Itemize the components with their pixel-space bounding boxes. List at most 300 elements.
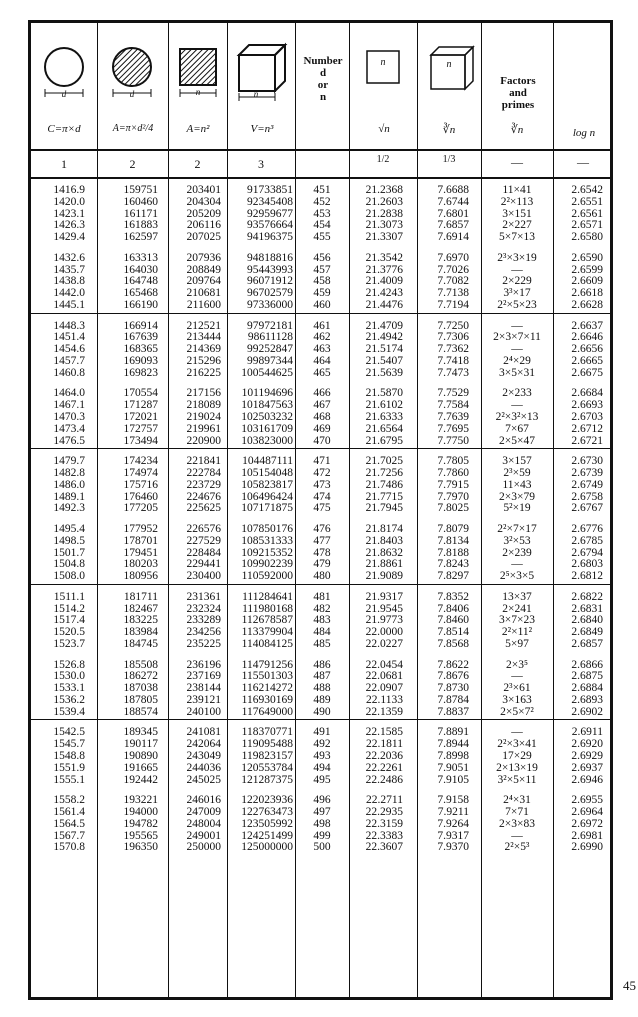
table-cell: 7.7194 [437, 299, 469, 311]
table-cell: 1460.8 [53, 366, 85, 379]
index-cell: — [577, 155, 589, 169]
table-cell: 193221 [123, 794, 158, 807]
table-cell: 3×7×23 [499, 614, 535, 627]
table-cell: 22.1585 [365, 726, 403, 739]
table-cell: 101194696 [241, 387, 293, 400]
table-cell: 191665 [123, 761, 158, 774]
table-cell: 234256 [186, 626, 221, 639]
table-cell: 22.0907 [365, 682, 403, 695]
table-cell: 2.6684 [571, 387, 603, 400]
table-cell: — [511, 670, 523, 683]
table-cell: 7.9370 [437, 841, 469, 854]
table-cell: 186272 [123, 670, 158, 683]
table-cell: 494 [313, 761, 331, 774]
table-cell: 486 [313, 658, 331, 671]
table-cell: 224676 [186, 490, 221, 503]
table-cell: 116930169 [241, 694, 293, 706]
table-cell: 21.6333 [365, 411, 403, 423]
square-root-formula: √n [378, 123, 390, 135]
table-cell: 114084125 [241, 638, 293, 650]
table-cell: 22.2036 [365, 750, 403, 762]
table-cell: 1545.7 [53, 738, 85, 751]
table-cell: 229441 [186, 558, 221, 571]
table-cell: 121287375 [241, 773, 293, 786]
table-cell: 7.9317 [437, 829, 469, 842]
table-cell: 1511.1 [53, 590, 85, 603]
table-cell: 171287 [123, 399, 158, 412]
table-cell: 1558.2 [53, 794, 85, 807]
table-cell: 2.6849 [571, 626, 603, 639]
table-cell: 22.2935 [365, 806, 403, 818]
index-cell: — [511, 155, 523, 169]
table-cell: 2.6857 [571, 638, 603, 650]
table-cell: 105154048 [241, 467, 293, 479]
table-cell: 477 [313, 534, 331, 547]
page-number: 45 [623, 978, 636, 993]
table-cell: 7.8406 [437, 602, 469, 615]
table-cell: 2²×113 [500, 195, 534, 208]
table-cell: 177205 [123, 502, 158, 515]
table-cell: 183225 [123, 614, 158, 627]
factors-header: Factors and primes [500, 75, 536, 111]
table-cell: 2.6981 [571, 829, 603, 842]
table-cell: 21.6795 [365, 434, 403, 447]
table-cell: 2.6646 [571, 331, 603, 344]
table-cell: 1567.7 [53, 829, 85, 842]
table-cell: 108531333 [241, 534, 293, 547]
table-cell: 181711 [123, 590, 158, 603]
table-cell: 101847563 [241, 399, 293, 412]
table-cell: 21.9545 [365, 602, 403, 615]
table-cell: 219024 [186, 411, 221, 423]
table-cell: 2.6893 [571, 694, 603, 706]
table-cell: 491 [313, 726, 331, 739]
table-cell: 7.7026 [437, 263, 469, 276]
table-cell: 1486.0 [53, 478, 85, 491]
table-cell: 490 [313, 705, 331, 718]
table-cell: 21.3307 [365, 231, 403, 244]
table-cell: 115501303 [241, 670, 293, 683]
table-cell: 7.7082 [437, 275, 469, 288]
table-cell: 169823 [123, 366, 158, 379]
table-cell: 7.8891 [437, 726, 469, 739]
table-cell: 2×229 [502, 275, 532, 288]
table-cell: 162597 [123, 231, 158, 244]
table-cell: 206116 [186, 219, 221, 232]
block-rule [31, 719, 610, 720]
table-cell: 3³×17 [503, 287, 531, 300]
table-cell: 455 [313, 231, 331, 244]
table-cell: 168365 [123, 343, 158, 356]
table-cell: 485 [313, 638, 331, 650]
table-cell: 21.2368 [365, 184, 403, 196]
table-cell: 1514.2 [53, 602, 85, 615]
table-cell: 190890 [123, 750, 158, 762]
table-cell: — [511, 319, 523, 332]
table-cell: 464 [313, 355, 331, 367]
table-cell: 7.8243 [437, 558, 469, 571]
table-cell: 2.6972 [571, 817, 603, 830]
table-cell: 21.2838 [365, 207, 403, 220]
table-cell: 21.6564 [365, 422, 403, 435]
table-cell: 2.6776 [571, 523, 603, 535]
table-cell: 117649000 [241, 705, 293, 718]
table-cell: 457 [313, 263, 331, 276]
table-cell: 1467.1 [53, 399, 85, 412]
table-cell: 123505992 [241, 817, 293, 830]
table-cell: 456 [313, 251, 331, 264]
table-cell: 235225 [186, 638, 221, 650]
table-cell: 231361 [186, 590, 221, 603]
table-cell: 2.6902 [571, 705, 603, 718]
circle-area-formula: A=π×d²/4 [112, 123, 154, 134]
table-cell: 1508.0 [53, 570, 85, 583]
dimension-label: n [380, 57, 386, 68]
table-cell: 21.5639 [365, 366, 403, 379]
table-cell: 21.8861 [365, 558, 403, 571]
table-cell: 221841 [186, 455, 221, 468]
block-rule [31, 313, 610, 314]
table-cell: 170554 [123, 387, 158, 400]
table-cell: 1526.8 [53, 658, 85, 671]
table-cell: 21.9773 [365, 614, 403, 627]
table-cell: 1470.3 [53, 411, 85, 423]
table-cell: 246016 [186, 794, 221, 807]
table-cell: — [511, 726, 523, 739]
table-cell: 1542.5 [53, 726, 85, 739]
table-cell: 109215352 [241, 546, 293, 559]
table-cell: 7.8944 [437, 738, 469, 751]
table-cell: 2.6875 [571, 670, 603, 683]
table-cell: 98611128 [247, 331, 293, 344]
table-cell: 178701 [123, 534, 158, 547]
table-cell: 1555.1 [53, 773, 85, 786]
table-cell: 480 [313, 570, 331, 583]
table-cell: 7.7306 [437, 331, 469, 344]
table-cell: 7.8188 [437, 546, 469, 559]
table-cell: 180956 [123, 570, 158, 583]
table-cell: 468 [313, 411, 331, 423]
table-cell: 17×29 [502, 750, 532, 762]
table-cell: 1473.4 [53, 422, 85, 435]
table-cell: 210681 [186, 287, 221, 300]
table-cell: 2.6721 [571, 434, 603, 447]
dimension-label: d [129, 89, 135, 99]
table-cell: 7.9105 [437, 773, 469, 786]
table-cell: 7×71 [505, 806, 529, 818]
table-cell: 2×241 [502, 602, 532, 615]
table-cell: 173494 [123, 434, 158, 447]
table-cell: 471 [313, 455, 331, 468]
table-cell: 13×37 [502, 590, 532, 603]
table-cell: 2⁴×29 [503, 355, 531, 367]
table-cell: 239121 [186, 694, 221, 706]
table-cell: 7.7639 [437, 411, 469, 423]
table-cell: — [511, 558, 523, 571]
table-cell: 2.6551 [571, 195, 603, 208]
table-cell: 104487111 [242, 455, 293, 468]
table-cell: 122763473 [241, 806, 293, 818]
table-cell: 226576 [186, 523, 221, 535]
block-rule [31, 448, 610, 449]
table-cell: 111284641 [242, 590, 293, 603]
table-cell: 212521 [186, 319, 221, 332]
table-cell: 174974 [123, 467, 158, 479]
table-cell: 7.7750 [437, 434, 469, 447]
table-cell: 1442.0 [53, 287, 85, 300]
table-cell: 479 [313, 558, 331, 571]
table-cell: 2.6831 [571, 602, 603, 615]
table-cell: 2.6937 [571, 761, 603, 774]
table-cell: 119095488 [241, 738, 293, 751]
table-cell: 2.6730 [571, 455, 603, 468]
table-cell: 465 [313, 366, 331, 379]
table-cell: 2.6618 [571, 287, 603, 300]
table-cell: 1539.4 [53, 705, 85, 718]
table-cell: 219961 [186, 422, 221, 435]
table-cell: 21.5407 [365, 355, 403, 367]
table-cell: 22.3383 [365, 829, 403, 842]
table-cell: 166914 [123, 319, 158, 332]
table-cell: 7.8460 [437, 614, 469, 627]
table-cell: 161883 [123, 219, 158, 232]
table-cell: 1551.9 [53, 761, 85, 774]
table-cell: 469 [313, 422, 331, 435]
table-cell: 5²×19 [503, 502, 531, 515]
table-cell: 124251499 [241, 829, 293, 842]
table-cell: 5×97 [505, 638, 529, 650]
table-cell: 118370771 [241, 726, 293, 739]
table-cell: 1530.0 [53, 670, 85, 683]
table-cell: 1482.8 [53, 467, 85, 479]
table-cell: 7.7584 [437, 399, 469, 412]
table-cell: 100544625 [241, 366, 293, 379]
table-cell: 7.9264 [437, 817, 469, 830]
table-cell: 1420.0 [53, 195, 85, 208]
table-cell: 1561.4 [53, 806, 85, 818]
table-cell: 2.6911 [571, 726, 603, 739]
table-cell: 240100 [186, 705, 221, 718]
table-cell: 189345 [123, 726, 158, 739]
table-cell: 179451 [123, 546, 158, 559]
table-cell: 7.8134 [437, 534, 469, 547]
table-cell: 2.6884 [571, 682, 603, 695]
table-cell: 22.1133 [366, 694, 403, 706]
table-cell: 21.2603 [365, 195, 403, 208]
square-area-formula: A=n² [186, 123, 210, 135]
table-cell: 452 [313, 195, 331, 208]
table-cell: 2.6739 [571, 467, 603, 479]
table-cell: 107850176 [241, 523, 293, 535]
table-cell: 21.4709 [365, 319, 403, 332]
table-cell: 223729 [186, 478, 221, 491]
table-cell: 175716 [123, 478, 158, 491]
table-cell: 460 [313, 299, 331, 311]
table-cell: 454 [313, 219, 331, 232]
header-rule [31, 149, 610, 151]
table-cell: 451 [313, 184, 331, 196]
table-cell: 1454.6 [53, 343, 85, 356]
table-cell: 2²×5×23 [497, 299, 537, 311]
table-cell: 94196375 [247, 231, 293, 244]
table-cell: 2×5×7² [500, 705, 534, 718]
table-cell: 21.7715 [365, 490, 403, 503]
table-cell: 476 [313, 523, 331, 535]
table-cell: 21.4243 [365, 287, 403, 300]
table-cell: 2³×61 [503, 682, 531, 695]
table-cell: 2.6803 [571, 558, 603, 571]
table-cell: 214369 [186, 343, 221, 356]
number-header: Number d or n [303, 55, 343, 103]
table-cell: 216225 [186, 366, 221, 379]
table-cell: 2.6964 [571, 806, 603, 818]
table-cell: 241081 [186, 726, 221, 739]
table-cell: 21.3776 [365, 263, 403, 276]
table-cell: 1517.4 [53, 614, 85, 627]
table-cell: 2²×7×17 [497, 523, 537, 535]
table-cell: 192442 [123, 773, 158, 786]
table-cell: 233289 [186, 614, 221, 627]
block-rule [31, 584, 610, 585]
table-cell: 2×3×79 [499, 490, 535, 503]
table-cell: 453 [313, 207, 331, 220]
table-cell: 172757 [123, 422, 158, 435]
table-cell: 7.7970 [437, 490, 469, 503]
dimension-label: d [61, 89, 67, 99]
table-cell: 180203 [123, 558, 158, 571]
table-cell: 22.2261 [365, 761, 403, 774]
table-cell: 1492.3 [53, 502, 85, 515]
table-cell: 21.9317 [365, 590, 403, 603]
table-cell: 1416.9 [53, 184, 85, 196]
table-cell: 7.8079 [437, 523, 469, 535]
table-cell: 473 [313, 478, 331, 491]
table-cell: 22.2486 [365, 773, 403, 786]
table-cell: 196350 [123, 841, 158, 854]
table-cell: — [511, 829, 523, 842]
table-cell: 243049 [186, 750, 221, 762]
table-cell: 2.6758 [571, 490, 603, 503]
table-cell: 493 [313, 750, 331, 762]
table-cell: 2.6628 [571, 299, 603, 311]
table-cell: 1504.8 [53, 558, 85, 571]
table-cell: 114791256 [241, 658, 293, 671]
table-cell: 489 [313, 694, 331, 706]
table-cell: 483 [313, 614, 331, 627]
table-cell: 183984 [123, 626, 158, 639]
table-cell: 21.3542 [365, 251, 403, 264]
table-cell: 1451.4 [53, 331, 85, 344]
table-cell: 5×7×13 [499, 231, 535, 244]
table-cell: 2.6946 [571, 773, 603, 786]
table-cell: 470 [313, 434, 331, 447]
table-cell: 99252847 [247, 343, 293, 356]
fraction-value: 1/3 [442, 154, 456, 165]
table-cell: 102503232 [241, 411, 293, 423]
table-cell: 495 [313, 773, 331, 786]
table-cell: 21.6102 [365, 399, 403, 412]
table-cell: 232324 [186, 602, 221, 615]
index-rule [31, 177, 610, 179]
table-cell: 92959677 [247, 207, 293, 220]
table-cell: 106496424 [241, 490, 293, 503]
table-cell: 21.5174 [365, 343, 403, 356]
table-cell: 2×233 [502, 387, 532, 400]
table-cell: 1457.7 [53, 355, 85, 367]
table-cell: 2×3×7×11 [493, 331, 541, 344]
table-cell: 182467 [123, 602, 158, 615]
table-cell: 109902239 [241, 558, 293, 571]
dimension-label: n [253, 89, 259, 99]
table-cell: 2.6767 [571, 502, 603, 515]
table-cell: 22.3159 [365, 817, 403, 830]
table-cell: 11×43 [502, 478, 532, 491]
table-cell: 21.4009 [365, 275, 403, 288]
table-cell: 2⁴×31 [503, 794, 531, 807]
table-cell: 204304 [186, 195, 221, 208]
table-cell: 2×3⁵ [506, 658, 528, 671]
cube-volume-formula: V=n³ [250, 123, 274, 135]
table-cell: 225625 [186, 502, 221, 515]
table-cell: 496 [313, 794, 331, 807]
table-cell: 3²×53 [503, 534, 531, 547]
table-cell: 2.6840 [571, 614, 603, 627]
table-cell: 7.8568 [437, 638, 469, 650]
table-cell: 2.6812 [571, 570, 603, 583]
index-cell: 2 [129, 157, 136, 171]
table-cell: 2.6665 [571, 355, 603, 367]
table-cell: 463 [313, 343, 331, 356]
table-cell: 22.1359 [365, 705, 403, 718]
table-cell: 242064 [186, 738, 221, 751]
table-cell: 2×239 [502, 546, 532, 559]
table-cell: 2.6542 [571, 184, 603, 196]
table-cell: 250000 [186, 841, 221, 854]
table-cell: 2.6609 [571, 275, 603, 288]
table-cell: 1489.1 [53, 490, 85, 503]
table-cell: 227529 [186, 534, 221, 547]
table-cell: 7.8784 [437, 694, 469, 706]
log-header: log n [572, 127, 596, 139]
table-cell: 21.5870 [365, 387, 403, 400]
table-cell: 222784 [186, 467, 221, 479]
table-cell: 116214272 [241, 682, 293, 695]
table-cell: 1548.8 [53, 750, 85, 762]
table-cell: 7.8297 [437, 570, 469, 583]
table-cell: 7.7860 [437, 467, 469, 479]
table-cell: 167639 [123, 331, 158, 344]
table-cell: 1464.0 [53, 387, 85, 400]
table-cell: 3×151 [502, 207, 532, 220]
table-cell: 93576664 [247, 219, 293, 232]
table-cell: 3×163 [502, 694, 532, 706]
table-cell: 7.8837 [437, 705, 469, 718]
index-cell: 3 [258, 157, 264, 171]
table-cell: 2.6675 [571, 366, 603, 379]
table-cell: 207025 [186, 231, 221, 244]
table-cell: 122023936 [241, 794, 293, 807]
table-cell: 22.0000 [365, 626, 403, 639]
table-cell: 120553784 [241, 761, 293, 774]
table-cell: 2.6712 [571, 422, 603, 435]
index-cell: 2 [194, 157, 201, 171]
table-cell: 7×67 [505, 422, 529, 435]
table-cell: 2²×3×41 [497, 738, 537, 751]
table-cell: 2.6955 [571, 794, 603, 807]
table-cell: 213444 [186, 331, 221, 344]
table-cell: 195565 [123, 829, 158, 842]
table-cell: 2.6580 [571, 231, 603, 244]
